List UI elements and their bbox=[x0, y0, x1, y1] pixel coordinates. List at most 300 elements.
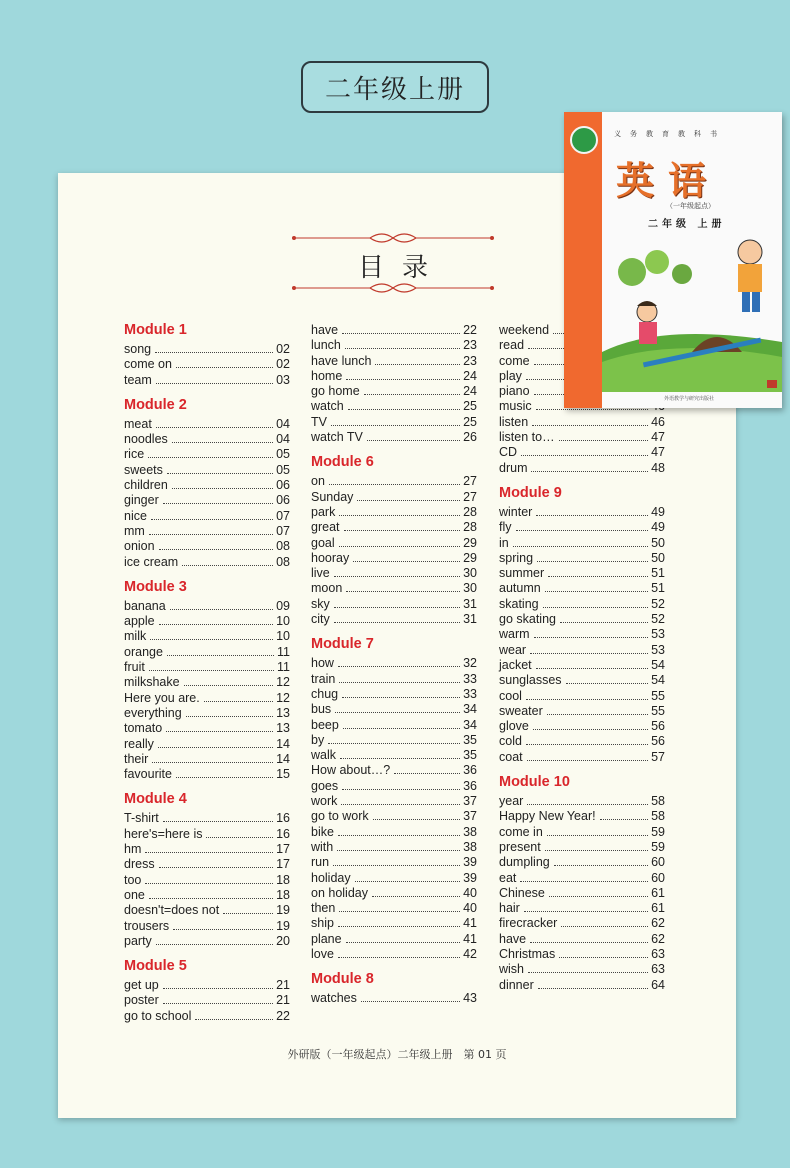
dot-leader bbox=[534, 636, 649, 638]
dot-leader bbox=[339, 910, 460, 912]
toc-entry bbox=[124, 842, 290, 857]
entry-word: wish bbox=[499, 962, 525, 977]
toc-entry bbox=[124, 524, 290, 539]
entry-page-number: 14 bbox=[276, 736, 290, 751]
entry-word: goal bbox=[311, 535, 335, 550]
entry-word: winter bbox=[499, 504, 533, 519]
dot-leader bbox=[361, 1000, 460, 1002]
entry-word: milkshake bbox=[124, 675, 180, 690]
entry-page-number: 36 bbox=[463, 763, 477, 778]
toc-entry bbox=[499, 461, 665, 476]
toc-entry bbox=[124, 827, 290, 842]
dot-leader bbox=[521, 454, 648, 456]
entry-word: then bbox=[311, 901, 336, 916]
toc-entry bbox=[124, 645, 290, 660]
entry-page-number: 21 bbox=[276, 993, 290, 1008]
entry-page-number: 10 bbox=[276, 614, 290, 629]
entry-word: come on bbox=[124, 357, 172, 372]
toc-entry bbox=[311, 991, 477, 1006]
entry-page-number: 11 bbox=[277, 644, 290, 659]
dot-leader bbox=[339, 514, 460, 516]
dot-leader bbox=[559, 956, 648, 958]
dot-leader bbox=[328, 742, 460, 744]
toc-entry bbox=[499, 794, 665, 809]
entry-page-number: 41 bbox=[463, 931, 477, 946]
entry-word: rice bbox=[124, 447, 145, 462]
entry-word: get up bbox=[124, 978, 159, 993]
entry-word: holiday bbox=[311, 870, 351, 885]
dot-leader bbox=[353, 560, 460, 562]
entry-page-number: 07 bbox=[276, 523, 290, 538]
dot-leader bbox=[348, 408, 460, 410]
toc-entry bbox=[311, 369, 477, 384]
toc-entry bbox=[124, 978, 290, 993]
dot-leader bbox=[159, 866, 274, 868]
entry-word: spring bbox=[499, 550, 534, 565]
dot-leader bbox=[155, 351, 273, 353]
entry-page-number: 63 bbox=[651, 962, 665, 977]
toc-entry bbox=[311, 748, 477, 763]
entry-word: bus bbox=[311, 702, 332, 717]
entry-page-number: 35 bbox=[463, 748, 477, 763]
dot-leader bbox=[152, 761, 273, 763]
entry-page-number: 25 bbox=[463, 399, 477, 414]
entry-page-number: 38 bbox=[463, 824, 477, 839]
entry-word: year bbox=[499, 794, 524, 809]
entry-word: come bbox=[499, 353, 530, 368]
toc-entry bbox=[124, 811, 290, 826]
toc-entry bbox=[499, 734, 665, 749]
entry-word: by bbox=[311, 732, 325, 747]
dot-leader bbox=[600, 818, 649, 820]
toc-entry bbox=[499, 916, 665, 931]
toc-entry bbox=[499, 947, 665, 962]
toc-entry bbox=[499, 719, 665, 734]
toc-entry bbox=[311, 430, 477, 445]
toc-entry bbox=[311, 656, 477, 671]
book-spine bbox=[564, 112, 602, 408]
entry-word: piano bbox=[499, 384, 530, 399]
entry-page-number: 02 bbox=[276, 342, 290, 356]
toc-entry bbox=[311, 932, 477, 947]
toc-entry bbox=[124, 934, 290, 949]
dot-leader bbox=[364, 393, 460, 395]
toc-entry bbox=[311, 551, 477, 566]
toc-entry bbox=[499, 658, 665, 673]
entry-page-number: 56 bbox=[651, 734, 665, 749]
toc-entry bbox=[311, 672, 477, 687]
dot-leader bbox=[531, 470, 648, 472]
entry-page-number: 40 bbox=[463, 885, 477, 900]
dot-leader bbox=[554, 864, 648, 866]
toc-entry bbox=[311, 687, 477, 702]
seal-icon bbox=[570, 126, 598, 154]
toc-entry bbox=[499, 901, 665, 916]
entry-page-number: 11 bbox=[277, 660, 290, 675]
book-publisher: 外语教学与研究出版社 bbox=[664, 396, 715, 402]
entry-page-number: 38 bbox=[463, 839, 477, 854]
dot-leader bbox=[526, 743, 648, 745]
toc-entry bbox=[311, 581, 477, 596]
entry-word: Happy New Year! bbox=[499, 809, 596, 824]
dot-leader bbox=[334, 621, 460, 623]
toc-entry bbox=[124, 417, 290, 432]
entry-page-number: 41 bbox=[463, 916, 477, 931]
dot-leader bbox=[346, 378, 460, 380]
entry-word: hooray bbox=[311, 550, 350, 565]
entry-page-number: 37 bbox=[463, 794, 477, 809]
dot-leader bbox=[223, 912, 273, 914]
dot-leader bbox=[530, 941, 648, 943]
entry-page-number: 30 bbox=[463, 566, 477, 581]
entry-word: plane bbox=[311, 931, 342, 946]
entry-page-number: 32 bbox=[463, 656, 477, 671]
toc-entry bbox=[499, 612, 665, 627]
toc-entry bbox=[311, 597, 477, 612]
toc-entry bbox=[124, 737, 290, 752]
dot-leader bbox=[355, 880, 460, 882]
entry-word: hair bbox=[499, 901, 520, 916]
toc-entry bbox=[499, 750, 665, 765]
entry-word: one bbox=[124, 887, 145, 902]
dot-leader bbox=[156, 943, 273, 945]
entry-word: fruit bbox=[124, 660, 145, 675]
entry-word: ginger bbox=[124, 493, 159, 508]
dot-leader bbox=[373, 818, 460, 820]
dot-leader bbox=[145, 882, 273, 884]
entry-word: sweater bbox=[499, 703, 543, 718]
dot-leader bbox=[338, 665, 460, 667]
toc-entry bbox=[311, 733, 477, 748]
book-series: 义务教育教科书 bbox=[614, 130, 726, 138]
entry-word: with bbox=[311, 839, 334, 854]
entry-page-number: 52 bbox=[651, 612, 665, 627]
entry-word: present bbox=[499, 839, 541, 854]
entry-word: how bbox=[311, 656, 334, 671]
entry-page-number: 55 bbox=[651, 688, 665, 703]
entry-word: poster bbox=[124, 993, 159, 1008]
entry-word: T-shirt bbox=[124, 811, 159, 826]
dot-leader bbox=[346, 941, 461, 943]
module-heading: Module 9 bbox=[499, 484, 562, 501]
toc-entry bbox=[499, 430, 665, 445]
toc-entry bbox=[499, 536, 665, 551]
entry-page-number: 62 bbox=[651, 931, 665, 946]
entry-page-number: 18 bbox=[276, 872, 290, 887]
entry-word: watch bbox=[311, 399, 344, 414]
dot-leader bbox=[184, 684, 274, 686]
dot-leader bbox=[167, 472, 273, 474]
entry-page-number: 31 bbox=[463, 612, 477, 627]
entry-word: on bbox=[311, 474, 325, 489]
dot-leader bbox=[343, 727, 460, 729]
module-heading: Module 1 bbox=[124, 322, 187, 338]
dot-leader bbox=[337, 849, 460, 851]
dot-leader bbox=[532, 424, 648, 426]
entry-page-number: 10 bbox=[276, 629, 290, 644]
entry-page-number: 30 bbox=[463, 581, 477, 596]
toc-entry bbox=[124, 357, 290, 372]
dot-leader bbox=[538, 987, 648, 989]
entry-page-number: 13 bbox=[276, 721, 290, 736]
toc-entry bbox=[124, 873, 290, 888]
entry-word: watches bbox=[311, 991, 357, 1006]
entry-page-number: 55 bbox=[651, 703, 665, 718]
dot-leader bbox=[547, 713, 648, 715]
entry-page-number: 08 bbox=[276, 554, 290, 569]
entry-word: children bbox=[124, 478, 168, 493]
toc-entry bbox=[311, 840, 477, 855]
dot-leader bbox=[547, 834, 648, 836]
entry-word: everything bbox=[124, 705, 182, 720]
toc-entry bbox=[311, 809, 477, 824]
entry-word: sky bbox=[311, 596, 330, 611]
toc-column-1 bbox=[124, 321, 290, 1024]
entry-word: park bbox=[311, 504, 336, 519]
entry-page-number: 60 bbox=[651, 855, 665, 870]
entry-page-number: 53 bbox=[651, 642, 665, 657]
entry-word: warm bbox=[499, 627, 530, 642]
entry-word: cold bbox=[499, 734, 522, 749]
book-title: 英语 bbox=[616, 158, 721, 203]
dot-leader bbox=[204, 700, 273, 702]
entry-word: on holiday bbox=[311, 885, 368, 900]
dot-leader bbox=[176, 366, 273, 368]
dot-leader bbox=[156, 382, 273, 384]
entry-page-number: 56 bbox=[651, 719, 665, 734]
entry-page-number: 05 bbox=[276, 447, 290, 462]
dot-leader bbox=[545, 849, 648, 851]
dot-leader bbox=[172, 487, 273, 489]
toc-entry bbox=[499, 673, 665, 688]
entry-page-number: 20 bbox=[276, 933, 290, 948]
dot-leader bbox=[172, 441, 273, 443]
toc-entry bbox=[499, 597, 665, 612]
entry-word: sunglasses bbox=[499, 673, 562, 688]
entry-page-number: 53 bbox=[651, 627, 665, 642]
entry-word: onion bbox=[124, 539, 155, 554]
toc-entry bbox=[124, 993, 290, 1008]
entry-word: walk bbox=[311, 748, 337, 763]
entry-page-number: 39 bbox=[463, 855, 477, 870]
toc-entry bbox=[311, 886, 477, 901]
entry-word: glove bbox=[499, 719, 529, 734]
toc-entry bbox=[499, 445, 665, 460]
entry-page-number: 50 bbox=[651, 535, 665, 550]
toc-entry bbox=[311, 505, 477, 520]
entry-word: great bbox=[311, 520, 340, 535]
dot-leader bbox=[537, 560, 648, 562]
entry-word: CD bbox=[499, 445, 518, 460]
toc-entry bbox=[311, 612, 477, 627]
entry-word: weekend bbox=[499, 323, 550, 337]
dot-leader bbox=[345, 347, 460, 349]
entry-word: jacket bbox=[499, 657, 532, 672]
dot-leader bbox=[545, 590, 648, 592]
entry-word: go home bbox=[311, 384, 360, 399]
entry-page-number: 60 bbox=[651, 870, 665, 885]
dot-leader bbox=[149, 669, 274, 671]
entry-word: train bbox=[311, 671, 336, 686]
toc-entry bbox=[124, 432, 290, 447]
dot-leader bbox=[536, 408, 648, 410]
entry-page-number: 15 bbox=[276, 767, 290, 782]
dot-leader bbox=[158, 746, 273, 748]
textbook-cover bbox=[564, 112, 782, 408]
book-subtitle: （一年级起点） bbox=[666, 202, 715, 210]
toc-entry bbox=[124, 614, 290, 629]
entry-page-number: 34 bbox=[463, 702, 477, 717]
entry-word: chug bbox=[311, 686, 339, 701]
toc-entry bbox=[499, 551, 665, 566]
toc-entry bbox=[124, 660, 290, 675]
toc-entry bbox=[124, 342, 290, 357]
toc-entry bbox=[124, 478, 290, 493]
toc-entry bbox=[124, 447, 290, 462]
entry-word: come in bbox=[499, 824, 543, 839]
entry-page-number: 16 bbox=[276, 811, 290, 826]
entry-word: go to school bbox=[124, 1008, 192, 1023]
toc-entry bbox=[311, 855, 477, 870]
toc-entry bbox=[124, 493, 290, 508]
entry-page-number: 17 bbox=[276, 857, 290, 872]
entry-page-number: 24 bbox=[463, 384, 477, 399]
dot-leader bbox=[163, 820, 273, 822]
toc-entry bbox=[124, 767, 290, 782]
entry-word: autumn bbox=[499, 581, 541, 596]
toc-entry bbox=[124, 752, 290, 767]
dot-leader bbox=[543, 606, 648, 608]
entry-word: hm bbox=[124, 842, 142, 857]
dot-leader bbox=[526, 698, 648, 700]
toc-entry bbox=[499, 978, 665, 993]
dot-leader bbox=[559, 439, 649, 441]
toc-entry bbox=[499, 809, 665, 824]
dot-leader bbox=[339, 545, 460, 547]
toc-entry bbox=[124, 463, 290, 478]
toc-entry bbox=[499, 886, 665, 901]
toc-entry bbox=[311, 490, 477, 505]
dot-leader bbox=[166, 730, 273, 732]
entry-word: eat bbox=[499, 870, 517, 885]
toc-entry bbox=[124, 721, 290, 736]
dot-leader bbox=[394, 772, 460, 774]
entry-word: fly bbox=[499, 520, 512, 535]
entry-word: lunch bbox=[311, 338, 341, 353]
toc-column-2 bbox=[311, 323, 477, 1007]
entry-page-number: 57 bbox=[651, 749, 665, 764]
toc-entry bbox=[311, 947, 477, 962]
toc-entry bbox=[499, 415, 665, 430]
toc-entry bbox=[499, 704, 665, 719]
entry-word: favourite bbox=[124, 767, 172, 782]
toc-entry bbox=[124, 599, 290, 614]
entry-page-number: 61 bbox=[651, 901, 665, 916]
entry-page-number: 17 bbox=[276, 842, 290, 857]
dot-leader bbox=[159, 548, 274, 550]
module-heading: Module 2 bbox=[124, 396, 187, 413]
entry-page-number: 16 bbox=[276, 826, 290, 841]
dot-leader bbox=[346, 590, 460, 592]
entry-word: milk bbox=[124, 629, 147, 644]
dot-leader bbox=[338, 925, 460, 927]
toc-entry bbox=[499, 566, 665, 581]
toc-entry bbox=[311, 536, 477, 551]
toc-entry bbox=[311, 415, 477, 430]
entry-word: wear bbox=[499, 642, 527, 657]
entry-word: Chinese bbox=[499, 885, 545, 900]
entry-word: mm bbox=[124, 523, 145, 538]
entry-word: really bbox=[124, 736, 154, 751]
toc-entry bbox=[124, 555, 290, 570]
module-heading: Module 3 bbox=[124, 578, 187, 595]
entry-word: here's=here is bbox=[124, 826, 203, 841]
dot-leader bbox=[344, 529, 461, 531]
entry-page-number: 36 bbox=[463, 778, 477, 793]
entry-page-number: 23 bbox=[463, 353, 477, 368]
entry-page-number: 22 bbox=[276, 1008, 290, 1023]
entry-page-number: 39 bbox=[463, 870, 477, 885]
dot-leader bbox=[536, 667, 648, 669]
entry-word: play bbox=[499, 368, 522, 383]
entry-page-number: 47 bbox=[651, 430, 665, 445]
entry-word: Here you are. bbox=[124, 690, 200, 705]
toc-entry bbox=[311, 871, 477, 886]
entry-word: have lunch bbox=[311, 353, 372, 368]
entry-page-number: 06 bbox=[276, 478, 290, 493]
entry-word: TV bbox=[311, 414, 327, 429]
dot-leader bbox=[339, 681, 460, 683]
entry-page-number: 35 bbox=[463, 732, 477, 747]
dot-leader bbox=[334, 606, 460, 608]
entry-word: noodles bbox=[124, 432, 168, 447]
dot-leader bbox=[170, 608, 273, 610]
entry-page-number: 40 bbox=[463, 901, 477, 916]
dot-leader bbox=[566, 682, 649, 684]
entry-word: song bbox=[124, 342, 152, 356]
toc-entry bbox=[311, 718, 477, 733]
entry-page-number: 04 bbox=[276, 432, 290, 447]
toc-entry bbox=[124, 373, 290, 388]
entry-word: Sunday bbox=[311, 489, 354, 504]
entry-page-number: 18 bbox=[276, 887, 290, 902]
toc-entry bbox=[499, 689, 665, 704]
dot-leader bbox=[334, 575, 460, 577]
toc-entry bbox=[311, 779, 477, 794]
book-grade: 二年级 上册 bbox=[648, 219, 726, 230]
entry-page-number: 29 bbox=[463, 535, 477, 550]
entry-page-number: 48 bbox=[651, 460, 665, 475]
entry-page-number: 23 bbox=[463, 338, 477, 353]
toc-entry bbox=[499, 825, 665, 840]
entry-word: How about…? bbox=[311, 763, 391, 778]
entry-page-number: 24 bbox=[463, 368, 477, 383]
entry-word: drum bbox=[499, 460, 528, 475]
entry-word: listen bbox=[499, 414, 529, 429]
entry-word: sweets bbox=[124, 462, 163, 477]
dot-leader bbox=[527, 803, 648, 805]
entry-page-number: 51 bbox=[651, 566, 665, 581]
dot-leader bbox=[186, 715, 273, 717]
entry-word: go skating bbox=[499, 612, 556, 627]
entry-word: live bbox=[311, 566, 330, 581]
entry-word: home bbox=[311, 368, 343, 383]
entry-word: beep bbox=[311, 717, 339, 732]
entry-page-number: 50 bbox=[651, 550, 665, 565]
toc-entry bbox=[499, 505, 665, 520]
dot-leader bbox=[195, 1018, 273, 1020]
entry-word: tomato bbox=[124, 721, 163, 736]
